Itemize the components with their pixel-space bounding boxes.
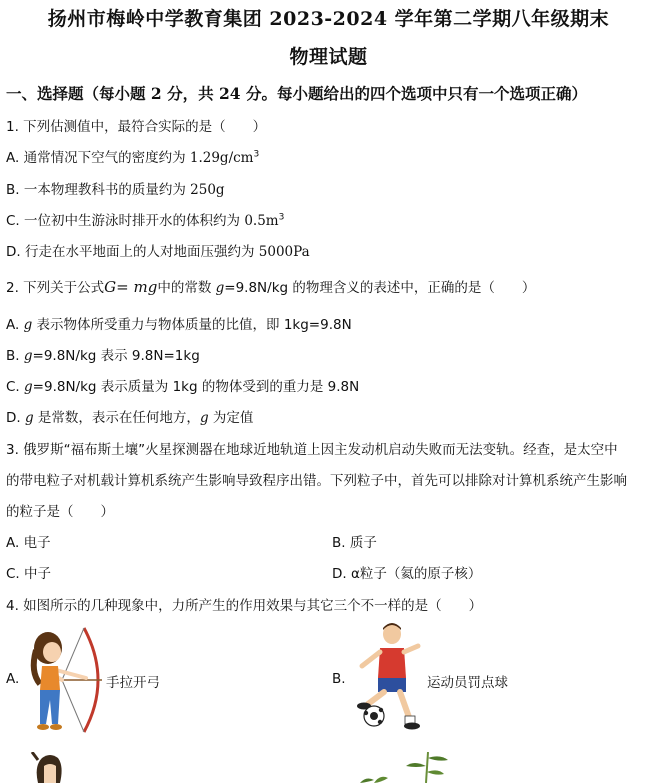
q2-option-a [6,313,352,333]
q1-b-text: B. 一本物理教科书的质量约为 [6,182,191,198]
archer-girl-illustration [22,624,104,736]
q2-d-text: 为定值 [208,410,254,426]
q1-c-sup: 3 [278,212,285,223]
exam-title-line1: 扬州市梅岭中学教育集团 2023-2024 学年第二学期八年级期末 [47,8,610,30]
section-heading: 一、选择题（每小题 2 分，共 24 分。每小题给出的四个选项中只有一个选项正确） [6,84,587,103]
q2-c-text: =9.8N/kg 表示质量为 1kg 的物体受到的重力是 9.8N [32,379,360,395]
q2-formula: G= mg [104,278,158,296]
q2-stem-suffix: =9.8N/kg 的物理含义的表述中，正确的是（ ） [224,280,536,296]
q2-a-prefix: A. [6,317,24,333]
q2-d-var2: g [199,410,209,426]
q2-b-var: g [23,348,33,364]
q1-a-value: 1.29g/cm [189,150,254,166]
q1-option-b [6,178,225,198]
q2-option-c [6,375,359,395]
q4-stem: 4. 如图所示的几种现象中，力所产生的作用效果与其它三个不一样的是（ ） [6,598,483,614]
q2-c-var: g [24,379,33,395]
q3-option-c: C. 中子 [6,566,52,582]
person-partial-illustration [28,752,78,783]
q1-d-text: D. 行走在水平地面上的人对地面压强约为 [6,244,259,260]
q2-stem-prefix: 2. 下列关于公式 [6,280,105,296]
q1-option-a [6,146,259,166]
q3-stem-line1: 3. 俄罗斯“福布斯土壤”火星探测器在地球近地轨道上因主发动机启动失败而无法变轨。经查，是太空中 [6,442,618,458]
q2-option-d [6,406,253,426]
q4-option-a-letter: A. [6,671,20,687]
q2-d-var: g [24,410,34,426]
q2-stem [6,276,535,296]
q1-option-c [6,209,284,229]
q2-a-text: 表示物体所受重力与物体质量的比值，即 1kg=9.8N [32,317,352,333]
q4-option-b-caption: 运动员罚点球 [427,675,508,691]
soccer-player-illustration [352,620,427,732]
q3-option-d: D. α粒子（氦的原子核） [332,566,482,582]
q1-option-d [6,240,310,260]
q3-stem-line3: 的粒子是（ ） [6,504,114,520]
q2-b-text: =9.8N/kg 表示 9.8N=1kg [32,348,200,364]
q2-option-b [6,344,200,364]
bamboo-partial-illustration [356,752,451,783]
q1-a-sup: 3 [253,149,260,160]
q1-d-value: 5000Pa [258,244,310,260]
q2-b-prefix: B. [6,348,24,364]
q1-stem: 1. 下列估测值中，最符合实际的是（ ） [6,119,267,135]
q3-option-a: A. 电子 [6,535,51,551]
q1-b-value: 250g [190,182,225,198]
q1-c-value: 0.5m [244,213,279,229]
q1-c-text: C. 一位初中生游泳时排开水的体积约为 [6,213,245,229]
q2-d-mid: 是常数，表示在任何地方， [33,410,200,426]
q2-d-prefix: D. [6,410,25,426]
q1-a-text: A. 通常情况下空气的密度约为 [6,150,190,166]
q2-a-var: g [23,317,33,333]
q2-stem-mid: 中的常数 [157,280,216,296]
exam-title-line2: 物理试题 [289,46,368,68]
q3-option-b: B. 质子 [332,535,377,551]
q3-stem-line2: 的带电粒子对机载计算机系统产生影响导致程序出错。下列粒子中，首先可以排除对计算机系统产生影响 [6,473,627,489]
q4-option-a-caption: 手拉开弓 [106,675,160,691]
q2-g-var: g [215,280,225,296]
q4-option-b-letter: B. [332,671,346,687]
q2-c-prefix: C. [6,379,25,395]
